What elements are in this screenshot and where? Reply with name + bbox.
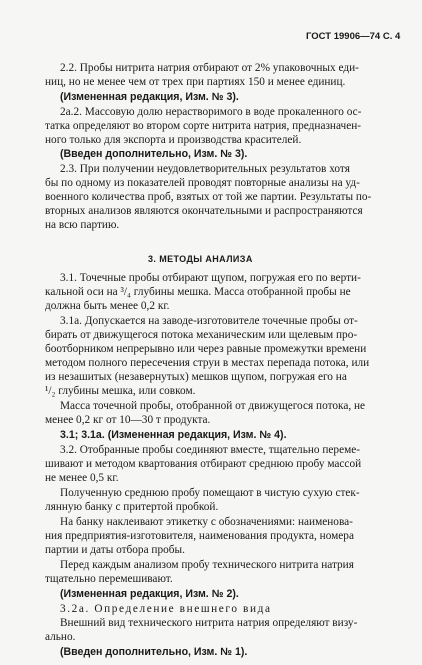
text-line: ально. <box>45 631 76 643</box>
amendment-note: 3.1; 3.1а. (Измененная редакция, Изм. № 4). <box>60 429 287 441</box>
text-line: ¹/₂ глубины мешка, или совком. <box>45 385 196 397</box>
text-line: 3.1. Точечные пробы отбирают щупом, погружая его по верти- <box>60 272 361 284</box>
text-line: татка определяют во втором сорте нитрита натрия, предназначен- <box>45 120 362 132</box>
text-line: из незашитых (незавернутых) мешков щупом, погружая его на <box>45 371 347 383</box>
text-line: бы по одному из показателей проводят повторные анализы на уд- <box>45 177 360 189</box>
page-header: ГОСТ 19906—74 С. 4 <box>306 31 401 42</box>
amendment-note: (Измененная редакция, Изм. № 2). <box>60 588 239 600</box>
text-line: боотборником непрерывно или через равные промежутки времени <box>45 343 367 355</box>
text-line: ниц, но не менее чем от трех при партиях 150 и менее единиц. <box>45 76 346 88</box>
text-line: вторных анализов являются окончательными и распространяются <box>45 205 363 217</box>
text-line: менее 0,2 кг от 10—30 т продукта. <box>45 414 211 426</box>
text-line: Полученную среднюю пробу помещают в чистую сухую стек- <box>60 487 360 499</box>
text-line: Внешний вид технического нитрита натрия определяют визу- <box>60 617 358 629</box>
text-line: на всю партию. <box>45 219 120 231</box>
section-heading: 3. МЕТОДЫ АНАЛИЗА <box>148 254 253 264</box>
text-line: 3.1а. Допускается на заводе-изготовителе точечные пробы от- <box>60 315 358 327</box>
text-line: не менее 0,5 кг. <box>45 472 119 484</box>
text-line: лянную банку с притертой пробкой. <box>45 501 219 513</box>
text-line: бирать от движущегося потока механическим или щелевым про- <box>45 329 358 341</box>
text-line: должна быть менее 0,2 кг. <box>45 300 170 312</box>
text-line: Масса точечной пробы, отобранной от движущегося потока, не <box>60 400 366 412</box>
text-line: кальной оси на ³/₄ глубины мешка. Масса отобранной пробы не <box>45 286 351 298</box>
amendment-note: (Введен дополнительно, Изм. № 1). <box>60 646 248 658</box>
amendment-note: (Введен дополнительно, Изм. № 3). <box>60 148 248 160</box>
text-line: тщательно перемешивают. <box>45 573 173 585</box>
text-line: 2а.2. Массовую долю нерастворимого в воде прокаленного ос- <box>60 106 362 118</box>
subsection-heading: 3.2а. Определение внешнего вида <box>60 603 272 615</box>
text-line: 2.2. Пробы нитрита натрия отбирают от 2% упаковочных еди- <box>60 62 359 74</box>
text-line: шивают и методом квартования отбирают среднюю пробу массой <box>45 458 362 470</box>
text-line: военного количества проб, взятых от той же партии. Результаты по- <box>45 191 372 203</box>
text-line: 3.2. Отобранные пробы соединяют вместе, тщательно переме- <box>60 444 361 456</box>
text-line: партии и даты отбора пробы. <box>45 544 185 556</box>
text-line: Перед каждым анализом пробу технического нитрита натрия <box>60 559 354 571</box>
text-line: ния предприятия-изготовителя, наименования продукта, номера <box>45 530 354 542</box>
text-line: На банку наклеивают этикетку с обозначениями: наименова- <box>60 516 353 528</box>
text-line: 2.3. При получении неудовлетворительных результатов хотя <box>60 163 350 175</box>
text-line: методом полного пересечения струи в местах перепада потока, или <box>45 357 370 369</box>
amendment-note: (Измененная редакция, Изм. № 3). <box>60 91 239 103</box>
text-line: ного только для экспорта и производства красителей. <box>45 134 302 146</box>
